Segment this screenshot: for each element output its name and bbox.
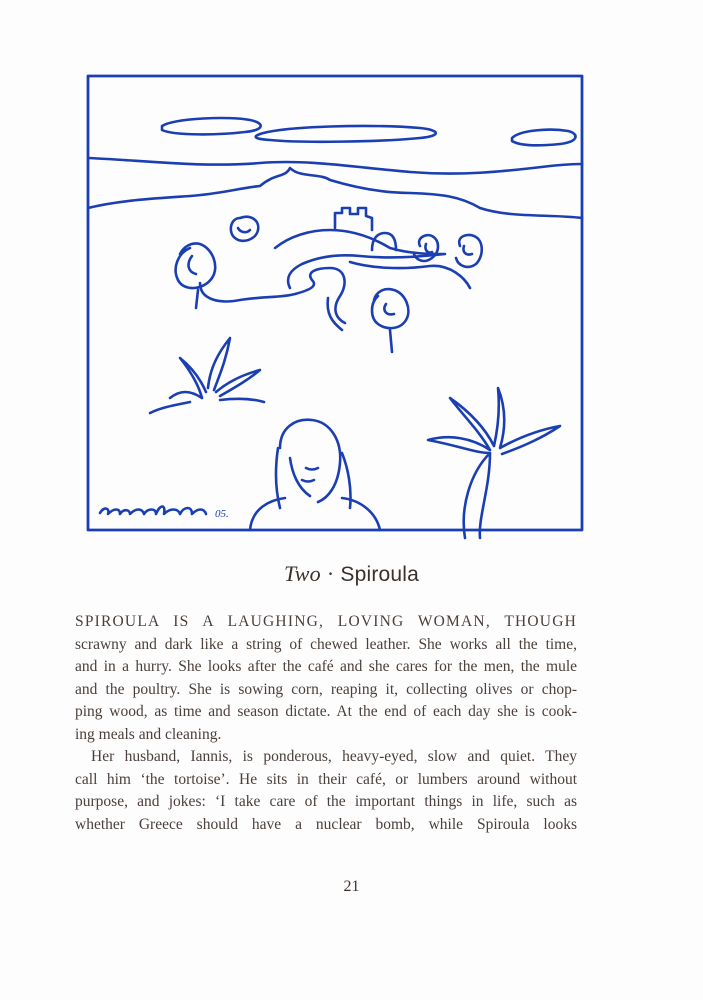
cloud-left xyxy=(162,118,261,134)
portrait-shoulders xyxy=(250,498,380,530)
chapter-heading xyxy=(0,561,703,587)
castle xyxy=(335,208,372,230)
illustration-frame xyxy=(88,76,582,530)
paragraph-2-line-2: call him ‘the tortoise’. He sits in their café, or lumbers around without xyxy=(75,770,577,788)
paragraph-1-line-5: ping wood, as time and season dictate. At the end of each day she is cook- xyxy=(75,703,577,720)
page-number: 21 xyxy=(343,878,360,895)
chapter-title: Spiroula xyxy=(340,563,420,586)
paragraph-1-line-3: and in a hurry. She looks after the café and she cares for the men, the mule xyxy=(75,658,577,675)
road-curve xyxy=(328,298,342,330)
cloud-middle xyxy=(256,126,436,142)
paragraph-1-line-2: scrawny and dark like a string of chewed leather. She works all the time, xyxy=(75,635,577,653)
paragraph-2-line-4: whether Greece should have a nuclear bomb, while Spiroula looks xyxy=(75,815,577,833)
tree-top-left xyxy=(231,217,258,241)
tree-center xyxy=(372,289,408,352)
tree-right-2 xyxy=(456,235,482,267)
body-text xyxy=(75,611,577,836)
portrait-face xyxy=(280,420,340,502)
mountain-ridge xyxy=(88,168,582,218)
paragraph-1-line-4: and the poultry. She is sowing corn, reaping it, collecting olives or chop- xyxy=(75,680,577,698)
illustration-landscape xyxy=(80,68,590,543)
cloud-right xyxy=(512,130,576,146)
horizon-line xyxy=(88,158,582,174)
paragraph-1-line-1: SPIROULA IS A LAUGHING, LOVING WOMAN, THOUGH xyxy=(75,613,577,630)
road xyxy=(200,262,470,323)
chapter-separator: · xyxy=(326,561,335,586)
paragraph-1-line-6: ing meals and cleaning. xyxy=(75,725,222,743)
agave-plant xyxy=(150,338,264,413)
paragraph-2-line-1: Her husband, Iannis, is ponderous, heavy-eyed, slow and quiet. They xyxy=(91,748,577,765)
signature-text: 05. xyxy=(215,508,229,520)
signature-scribble xyxy=(100,507,206,515)
chapter-number: Two xyxy=(283,561,321,586)
palm-plant xyxy=(428,388,560,538)
paragraph-2-line-3: purpose, and jokes: ‘I take care of the important things in life, such as xyxy=(75,793,577,810)
